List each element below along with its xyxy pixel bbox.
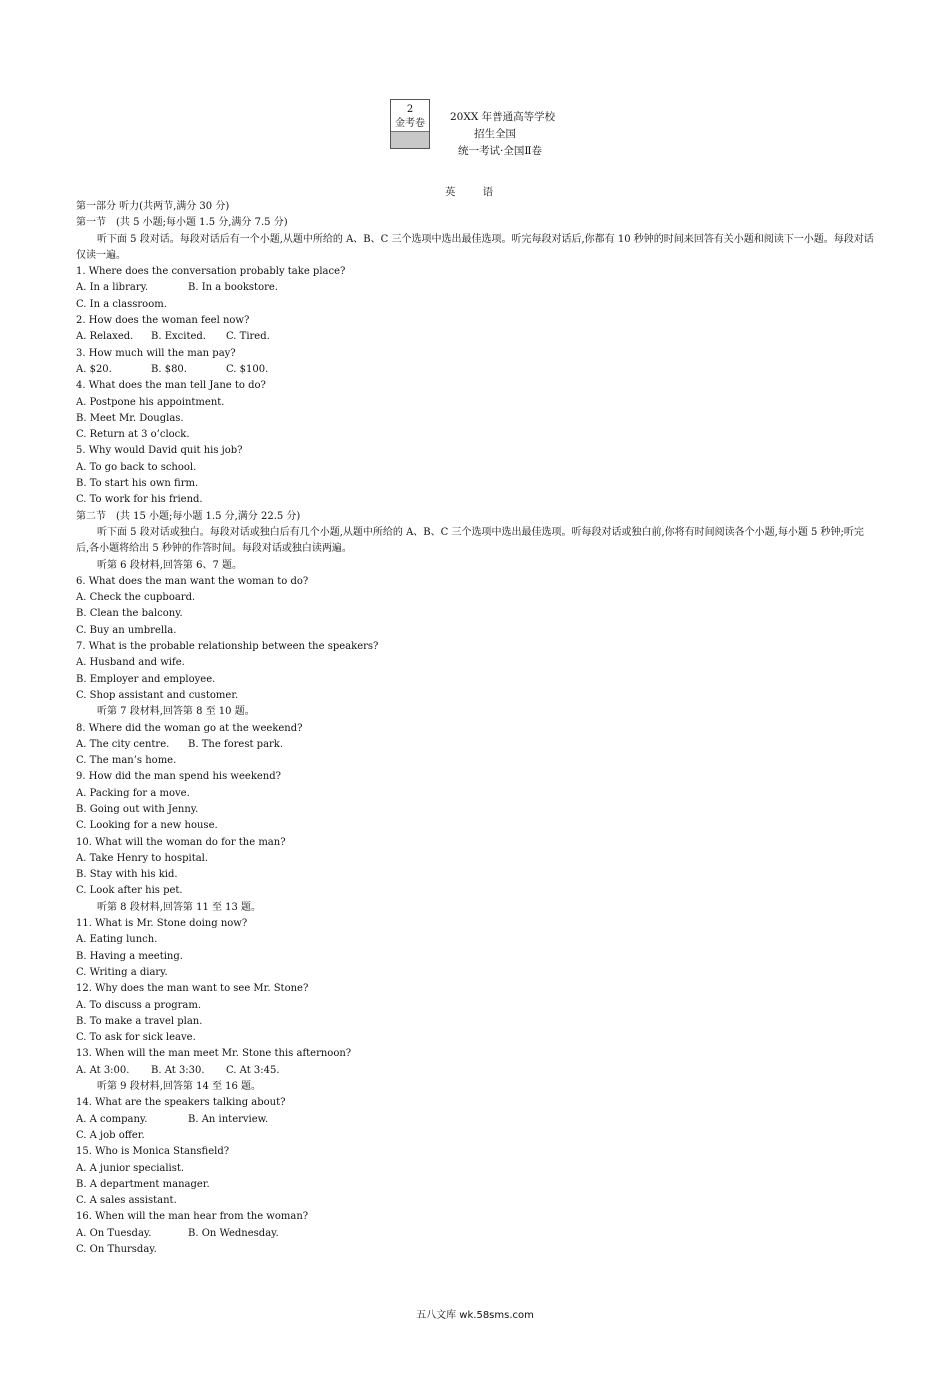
option-a: A. Check the cupboard.	[76, 592, 196, 604]
options-row	[76, 329, 876, 345]
options-row	[76, 1112, 876, 1128]
section-1-title	[76, 215, 876, 231]
option-a: A. Packing for a move.	[76, 787, 190, 799]
material-note: 听第 8 段材料,回答第 11 至 13 题。	[97, 901, 262, 913]
question-2: 2. How does the woman feel now?	[76, 315, 250, 327]
part-title: 第一部分 听力(共两节,满分 30 分)	[76, 201, 230, 212]
option-a: A. A junior specialist.	[76, 1162, 185, 1174]
option-c: C. Looking for a new house.	[76, 820, 218, 832]
option-b: B. Clean the balcony.	[76, 608, 183, 620]
options-row	[76, 280, 876, 296]
option-c: C. To ask for sick leave.	[76, 1032, 196, 1044]
option-c: C. Return at 3 o’clock.	[76, 429, 190, 441]
exam-title	[440, 109, 560, 160]
badge-number: 2	[406, 104, 414, 115]
question-6: 6. What does the man want the woman to do?	[76, 575, 309, 587]
section-2-label: 第二节	[76, 510, 106, 522]
option-a: A. Postpone his appointment.	[76, 396, 225, 408]
option-b: B. Having a meeting.	[76, 950, 183, 962]
question-5: 5. Why would David quit his job?	[76, 445, 243, 457]
option-a: A. On Tuesday.	[76, 1227, 152, 1239]
options-row	[76, 737, 876, 753]
exam-badge	[390, 99, 430, 149]
option-a: A. Take Henry to hospital.	[76, 852, 209, 864]
question-3: 3. How much will the man pay?	[76, 347, 236, 359]
question-9: 9. How did the man spend his weekend?	[76, 771, 281, 783]
option-c: C. On Thursday.	[76, 1244, 157, 1255]
option-b: B. On Wednesday.	[188, 1227, 279, 1239]
option-c: C. Buy an umbrella.	[76, 624, 177, 636]
option-a: A. To discuss a program.	[76, 999, 202, 1011]
question-14: 14. What are the speakers talking about?	[76, 1097, 286, 1109]
exam-title-line-1: 20XX 年普通高等学校	[450, 111, 556, 123]
option-c: C. In a classroom.	[76, 298, 167, 310]
option-c: C. $100.	[226, 363, 269, 375]
section-1-scoring: (共 5 小题;每小题 1.5 分,满分 7.5 分)	[116, 217, 288, 229]
question-7: 7. What is the probable relationship between the speakers?	[76, 641, 379, 653]
option-a: A. Eating lunch.	[76, 934, 158, 946]
option-b: B. $80.	[151, 363, 187, 375]
option-a: A. Husband and wife.	[76, 657, 185, 669]
material-note: 听第 7 段材料,回答第 8 至 10 题。	[97, 706, 255, 718]
section-2-scoring: (共 15 小题;每小题 1.5 分,满分 22.5 分)	[116, 510, 301, 522]
option-b: B. Employer and employee.	[76, 673, 216, 685]
option-c: C. Look after his pet.	[76, 885, 183, 897]
option-c: C. A job offer.	[76, 1129, 145, 1141]
option-b: B. Excited.	[151, 331, 206, 343]
option-c: C. Tired.	[226, 331, 270, 343]
option-c: C. Writing a diary.	[76, 966, 168, 978]
option-a: A. In a library.	[76, 282, 149, 294]
section-1-instructions: 听下面 5 段对话。每段对话后有一个小题,从题中所给的 A、B、C 三个选项中选出最佳选项。听完每段对话后,你都有 10 秒钟的时间来回答有关小题和阅读下一小题。每段对话仅读一遍。	[76, 233, 874, 261]
section-2-title	[76, 509, 876, 525]
options-row	[76, 362, 876, 378]
option-a: A. The city centre.	[76, 738, 170, 750]
option-b: B. Going out with Jenny.	[76, 803, 199, 815]
option-a: A. To go back to school.	[76, 461, 197, 473]
question-12: 12. Why does the man want to see Mr. Stone?	[76, 983, 309, 995]
option-c: C. The man’s home.	[76, 755, 177, 767]
question-8: 8. Where did the woman go at the weekend?	[76, 722, 303, 734]
subject-title: 英 语	[444, 186, 506, 198]
option-b: B. An interview.	[188, 1113, 269, 1125]
exam-title-line-2: 招生全国	[474, 128, 516, 140]
option-a: A. A company.	[76, 1113, 148, 1125]
question-11: 11. What is Mr. Stone doing now?	[76, 918, 248, 930]
option-a: A. $20.	[76, 363, 112, 375]
question-4: 4. What does the man tell Jane to do?	[76, 380, 266, 392]
option-b: B. Meet Mr. Douglas.	[76, 412, 184, 424]
options-row	[76, 1063, 876, 1079]
option-c: C. A sales assistant.	[76, 1195, 177, 1207]
question-16: 16. When will the man hear from the woman?	[76, 1211, 309, 1223]
material-note: 听第 9 段材料,回答第 14 至 16 题。	[97, 1081, 262, 1093]
option-c: C. Shop assistant and customer.	[76, 689, 239, 701]
option-c: C. At 3:45.	[226, 1064, 280, 1076]
option-b: B. The forest park.	[188, 738, 284, 750]
badge-brand: 金考卷	[395, 118, 425, 129]
question-10: 10. What will the woman do for the man?	[76, 836, 286, 848]
option-a: A. Relaxed.	[76, 331, 134, 343]
section-1-label: 第一节	[76, 217, 106, 229]
exam-title-line-3: 统一考试·全国Ⅱ卷	[458, 145, 542, 157]
options-row	[76, 1226, 876, 1242]
option-b: B. At 3:30.	[151, 1064, 205, 1076]
option-b: B. A department manager.	[76, 1178, 210, 1190]
option-b: B. Stay with his kid.	[76, 869, 178, 881]
section-2-instructions: 听下面 5 段对话或独白。每段对话或独白后有几个小题,从题中所给的 A、B、C 三个选项中选出最佳选项。听每段对话或独白前,你将有时间阅读各个小题,每小题 5 秒钟;听完后,各小题将给出 5 秒钟的作答时间。每段对话或独白读两遍。	[76, 526, 864, 555]
question-15: 15. Who is Monica Stansfield?	[76, 1146, 230, 1158]
page-footer: 五八文库 wk.58sms.com	[416, 1310, 534, 1321]
exam-content	[76, 199, 876, 1258]
option-b: B. In a bookstore.	[188, 282, 278, 294]
badge-shade	[391, 131, 429, 148]
question-1: 1. Where does the conversation probably take place?	[76, 266, 346, 278]
question-13: 13. When will the man meet Mr. Stone this afternoon?	[76, 1048, 352, 1060]
option-c: C. To work for his friend.	[76, 494, 203, 506]
option-b: B. To start his own firm.	[76, 478, 199, 490]
material-note: 听第 6 段材料,回答第 6、7 题。	[97, 559, 242, 571]
option-b: B. To make a travel plan.	[76, 1015, 203, 1027]
option-a: A. At 3:00.	[76, 1064, 130, 1076]
